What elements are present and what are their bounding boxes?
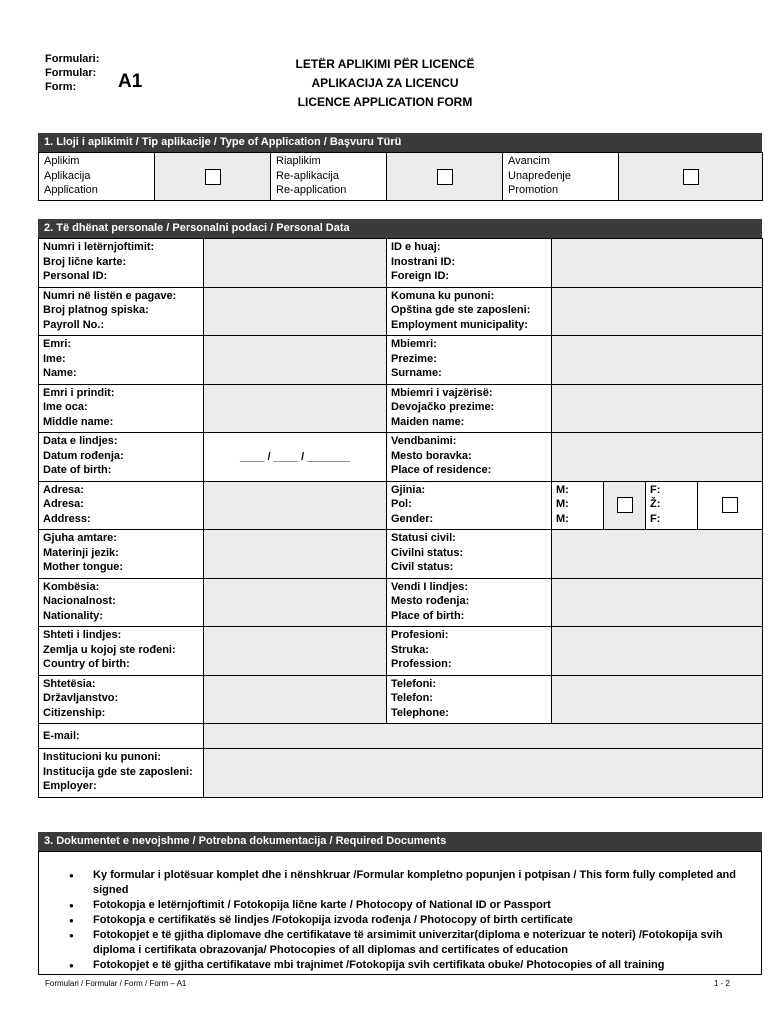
table-row (39, 287, 763, 336)
table-row (39, 675, 763, 724)
personal-data-table (38, 238, 763, 798)
reapplication-option-label: Riaplikim Re-aplikacija Re-application (271, 153, 387, 201)
field-label: Data e lindjes: Datum rođenja: Date of birth: (39, 433, 204, 482)
table-row (39, 724, 763, 749)
section3-header: 3. Dokumentet e nevojshme / Potrebna dokumentacija / Required Documents (38, 832, 762, 851)
section1-header: 1. Lloji i aplikimit / Tip aplikacije / Type of Application / Başvuru Türü (38, 133, 762, 152)
field-label: Shteti i lindjes: Zemlja u kojoj ste rođeni: Country of birth: (39, 627, 204, 676)
field-label: ID e huaj: Inostrani ID: Foreign ID: (387, 239, 552, 288)
field-label: Gjinia: Pol: Gender: (387, 481, 552, 530)
email-label: E-mail: (39, 724, 204, 749)
promotion-checkbox[interactable] (683, 169, 699, 185)
email-field[interactable] (204, 724, 763, 749)
field-label: Telefoni: Telefon: Telephone: (387, 675, 552, 724)
field-label: Mbiemri i vajzërisë: Devojačko prezime: Maiden name: (387, 384, 552, 433)
table-row (39, 384, 763, 433)
application-option-label: Aplikim Aplikacija Application (39, 153, 155, 201)
field-label: Numri i letërnjoftimit: Broj lične karte: Personal ID: (39, 239, 204, 288)
field-input[interactable] (552, 530, 763, 579)
field-input[interactable] (204, 384, 387, 433)
application-checkbox[interactable] (205, 169, 221, 185)
table-row (39, 578, 763, 627)
list-item: ● Ky formular i plotësuar komplet dhe i nënshkruar /Formular kompletno popunjen i potpisan / This form fully completed and signed (39, 868, 761, 898)
list-item: ● Fotokopjet e të gjitha diplomave dhe certifikatave të arsimimit univerzitar(diploma e noterizuar te noteri) /Fotokopija svih diploma i certifikata obrazovanja/ Photocopies of all diplomas and certificates of education (39, 928, 761, 958)
field-input[interactable] (552, 675, 763, 724)
gender-male-label: M: M: M: (552, 481, 604, 530)
field-input[interactable] (552, 239, 763, 288)
date-of-birth-field[interactable]: ____ / ____ / _______ (204, 433, 387, 482)
form-code: A1 (118, 71, 143, 92)
field-input[interactable] (204, 239, 387, 288)
field-label: Vendbanimi: Mesto boravka: Place of residence: (387, 433, 552, 482)
required-documents-list (39, 852, 761, 973)
field-label: Shtetësia: Državljanstvo: Citizenship: (39, 675, 204, 724)
table-row (39, 749, 763, 798)
list-item: ● Fotokopja e letërnjoftimit / Fotokopija lične karte / Photocopy of National ID or Passport (39, 898, 761, 913)
gender-female-label: F: Ž: F: (646, 481, 698, 530)
field-input[interactable] (204, 287, 387, 336)
field-input[interactable] (552, 433, 763, 482)
list-item: ● Fotokopjet e të gjitha certifikatave mbi trajnimet /Fotokopija svih certifikata obuke/ Photocopies of all training (39, 958, 761, 973)
employer-label: Institucioni ku punoni: Institucija gde ste zaposleni: Employer: (39, 749, 204, 798)
field-label: Statusi civil: Civilni status: Civil status: (387, 530, 552, 579)
field-input[interactable] (552, 384, 763, 433)
field-input[interactable] (204, 481, 387, 530)
field-input[interactable] (204, 530, 387, 579)
field-input[interactable] (552, 578, 763, 627)
field-label: Mbiemri: Prezime: Surname: (387, 336, 552, 385)
employer-field[interactable] (204, 749, 763, 798)
field-label: Vendi I lindjes: Mesto rođenja: Place of birth: (387, 578, 552, 627)
footer-form-label: Formulari / Formular / Form / Form – A1 (45, 979, 187, 988)
table-row (39, 481, 763, 530)
form-label: Formulari: Formular: Form: (45, 53, 100, 93)
field-label: Numri në listën e pagave: Broj platnog spiska: Payroll No.: (39, 287, 204, 336)
field-input[interactable] (552, 336, 763, 385)
field-input[interactable] (204, 627, 387, 676)
application-type-table (38, 152, 763, 201)
form-title: LETËR APLIKIMI PËR LICENCË APLIKACIJA ZA LICENCU LICENCE APPLICATION FORM (295, 57, 475, 109)
required-documents-box (38, 851, 762, 975)
promotion-option-label: Avancim Unapređenje Promotion (503, 153, 619, 201)
table-row (39, 627, 763, 676)
table-row (39, 239, 763, 288)
reapplication-checkbox[interactable] (437, 169, 453, 185)
field-input[interactable] (552, 287, 763, 336)
field-label: Emri: Ime: Name: (39, 336, 204, 385)
table-row (39, 530, 763, 579)
gender-female-checkbox[interactable] (722, 497, 738, 513)
field-input[interactable] (204, 578, 387, 627)
table-row (39, 433, 763, 482)
field-label: Profesioni: Struka: Profession: (387, 627, 552, 676)
field-label: Kombësia: Nacionalnost: Nationality: (39, 578, 204, 627)
field-label: Gjuha amtare: Materinji jezik: Mother tongue: (39, 530, 204, 579)
list-item: ● Fotokopja e certifikatës së lindjes /Fotokopija izvoda rođenja / Photocopy of birth certificate (39, 913, 761, 928)
gender-male-checkbox[interactable] (617, 497, 633, 513)
section2-header: 2. Të dhënat personale / Personalni podaci / Personal Data (38, 219, 762, 238)
table-row (39, 336, 763, 385)
field-label: Adresa: Adresa: Address: (39, 481, 204, 530)
field-label: Emri i prindit: Ime oca: Middle name: (39, 384, 204, 433)
field-input[interactable] (552, 627, 763, 676)
field-input[interactable] (204, 675, 387, 724)
field-input[interactable] (204, 336, 387, 385)
field-label: Komuna ku punoni: Opština gde ste zaposleni: Employment municipality: (387, 287, 552, 336)
page-number: 1 - 2 (713, 979, 730, 988)
